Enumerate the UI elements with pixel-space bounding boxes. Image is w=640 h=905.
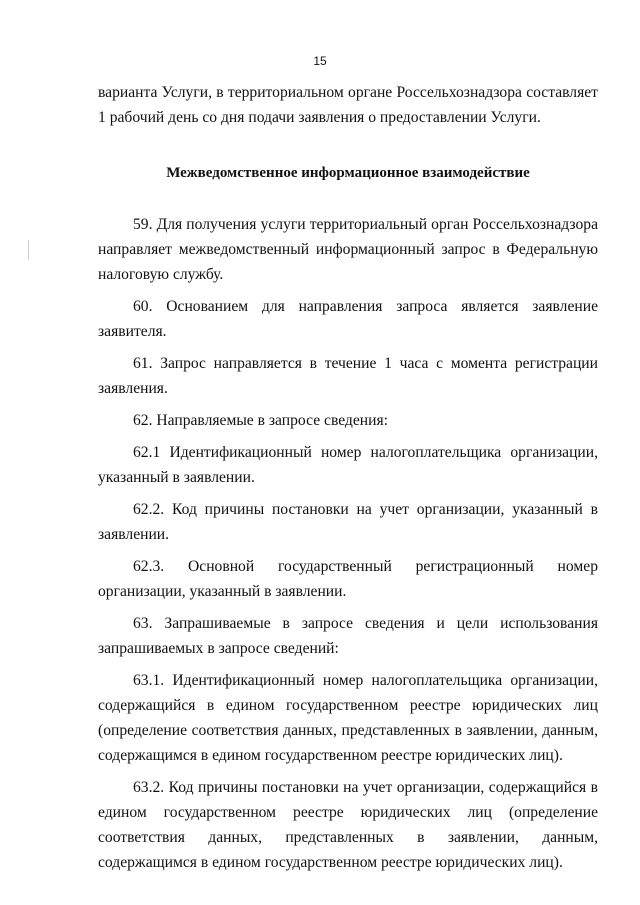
paragraph-62-3: 62.3. Основной государственный регистрационный номер организации, указанный в заявлении.: [98, 558, 598, 600]
paragraph-63-2: 63.2. Код причины постановки на учет организации, содержащийся в едином государственном реестре юридических лиц (определение соответствия данных, представленных в заявлении, данным, содержащимся в едином государственном реестре юридических лиц).: [98, 779, 598, 871]
intro-paragraph: варианта Услуги, в территориальном органе Россельхознадзора составляет 1 рабочий день со дня подачи заявления о предоставлении Услуги.: [98, 84, 598, 126]
paragraph-61: 61. Запрос направляется в течение 1 часа с момента регистрации заявления.: [98, 355, 598, 397]
paragraph-59: 59. Для получения услуги территориальный орган Россельхознадзора направляет межведомственный информационный запрос в Федеральную налоговую службу.: [98, 216, 598, 283]
paragraph-60: 60. Основанием для направления запроса является заявление заявителя.: [98, 298, 598, 340]
document-body: [98, 80, 598, 875]
paragraph-62: 62. Направляемые в запросе сведения:: [133, 412, 388, 429]
paragraph-63: 63. Запрашиваемые в запросе сведения и цели использования запрашиваемых в запросе сведений:: [98, 615, 598, 657]
paragraph-62-2: 62.2. Код причины постановки на учет организации, указанный в заявлении.: [98, 501, 598, 543]
section-heading: Межведомственное информационное взаимодействие: [166, 165, 530, 181]
scan-artifact-mark: [28, 240, 29, 260]
paragraph-62-1: 62.1 Идентификационный номер налогоплательщика организации, указанный в заявлении.: [98, 444, 598, 486]
paragraph-63-1: 63.1. Идентификационный номер налогоплательщика организации, содержащийся в едином государственном реестре юридических лиц (определение соответствия данных, представленных в заявлении, данным, содержащимся в едином государственном реестре юридических лиц).: [98, 672, 598, 764]
page-number: 15: [313, 54, 327, 68]
